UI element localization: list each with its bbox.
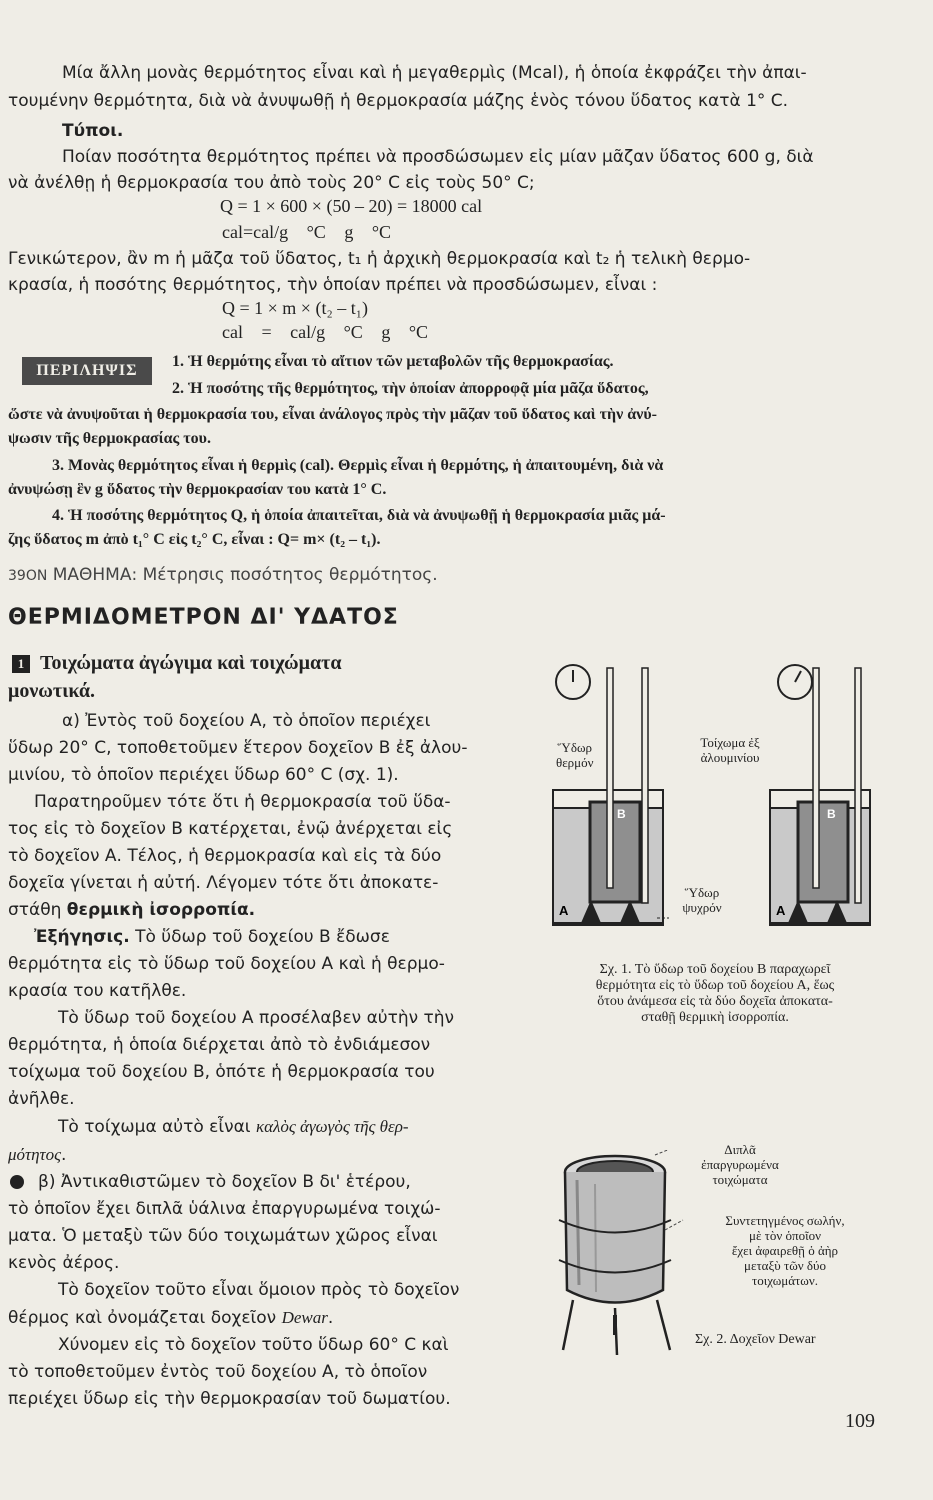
label-tube-l4: μεταξὺ τῶν δύο (744, 1258, 826, 1273)
a-line: δοχεῖα γίνεται ἡ αὐτή. Λέγομεν τότε ὅτι ἀποκατε- (8, 873, 439, 893)
dewar-prefix: θέρμος καὶ ὀνομάζεται δοχεῖον (8, 1308, 282, 1328)
container-a-letter: A (559, 903, 569, 918)
equilibrium-prefix: στάθη (8, 900, 67, 920)
container-a-letter-right: A (776, 903, 786, 918)
section-marker: 1 (12, 655, 30, 673)
summary-item-2-line-2: ὥστε νὰ ἀνυψοῦται ἡ θερμοκρασία του, εἶναι ἀνάλογος πρὸς τὴν μᾶζαν τοῦ ὕδατος καὶ τὴν ἀνύ- (8, 406, 657, 423)
types-question-line-2: νὰ ἀνέλθῃ ἡ θερμοκρασία του ἀπὸ τοὺς 20° C εἰς τοὺς 50° C; (8, 173, 535, 193)
b-line: Τὸ δοχεῖον τοῦτο εἶναι ὅμοιον πρὸς τὸ δοχεῖον (58, 1280, 460, 1300)
a-line: α) Ἐντὸς τοῦ δοχείου Α, τὸ ὁποῖον περιέχει (62, 711, 431, 731)
thermometer-b (607, 668, 613, 888)
expl-line: τοίχωμα τοῦ δοχείου Β, ὁπότε ἡ θερμοκρασία του (8, 1062, 435, 1082)
section-heading-line-2: μονωτικά. (8, 680, 96, 702)
equilibrium-line (8, 897, 508, 924)
wall-italic: καλὸς ἀγωγὸς τῆς θερ- (255, 1117, 409, 1136)
a-line: Παρατηροῦμεν τότε ὅτι ἡ θερμοκρασία τοῦ ὕδα- (34, 792, 451, 812)
general-line-2: κρασία, ἡ ποσότης θερμότητος, τὴν ὁποίαν πρέπει νὰ προσδώσωμεν, εἶναι : (8, 275, 658, 295)
formula-example-units: cal=cal/g °C g °C (222, 222, 392, 242)
expl-line: θερμότητα, ἡ ὁποία διέρχεται ἀπὸ τὸ ἐνδιάμεσον (8, 1035, 431, 1055)
summary-item-3-line-2: ἀνυψώσῃ ἓν g ὕδατος τὴν θερμοκρασίαν του κατὰ 1° C. (8, 481, 387, 498)
explanation-heading: Ἐξήγησις. (34, 927, 130, 947)
explanation-line (8, 924, 508, 951)
intro-line-2: τουμένην θερμότητα, διὰ νὰ ἀνυψωθῇ ἡ θερμοκρασία μάζης ἑνὸς τόνου ὕδατος κατὰ 1° C. (8, 91, 789, 111)
wall-italic-2: μότητος (8, 1145, 62, 1164)
wall-line (8, 1113, 508, 1141)
caption-1-l4: σταθῇ θερμικὴ ἰσορροπία. (641, 1010, 789, 1025)
general-line-1: Γενικώτερον, ἂν m ἡ μᾶζα τοῦ ὕδατος, t₁ ἡ ἀρχικὴ θερμοκρασία καὶ t₂ ἡ τελικὴ θερμο- (8, 249, 751, 269)
section-heading (12, 652, 512, 675)
thermometer-a (642, 668, 648, 903)
wall-end: . (61, 1145, 67, 1165)
formula-general: Q = 1 × m × (t₂ – t₁) (222, 298, 368, 318)
caption-1-l2: θερμότητα εἰς τὸ ὕδωρ τοῦ δοχείου Α, ἕως (595, 978, 835, 993)
expl-line: Τὸ ὕδωρ τοῦ δοχείου Α προσέλαβεν αὐτὴν τὴν (58, 1008, 455, 1028)
label-double-walls (670, 1142, 810, 1187)
section-body-a (8, 708, 508, 1413)
expl-line: ἀνῆλθε. (8, 1089, 75, 1109)
pour-line: τὸ τοποθετοῦμεν ἐντὸς τοῦ δοχείου Α, τὸ ὁποῖον (8, 1362, 428, 1382)
formula-general-units: cal = cal/g °C g °C (222, 322, 429, 342)
pour-line: Χύνομεν εἰς τὸ δοχεῖον τοῦτο ὕδωρ 60° C καὶ (58, 1335, 449, 1355)
label-double-l2: ἐπαργυρωμένα (701, 1157, 779, 1172)
lesson-number: 39ΟΝ (8, 568, 48, 584)
a-line: ὕδωρ 20° C, τοποθετοῦμεν ἕτερον δοχεῖον Β ἐξ ἀλου- (8, 738, 468, 758)
label-tube-l3: ἔχει ἀφαιρεθῇ ὁ ἀὴρ (731, 1243, 839, 1258)
dewar-italic: Dewar (281, 1308, 328, 1327)
summary-item-2-line-3: ψωσιν τῆς θερμοκρασίας του. (8, 430, 211, 447)
expl-line: κρασία του κατῆλθε. (8, 981, 187, 1001)
label-hot-l1: Ὕδωρ (557, 740, 592, 755)
label-double-l3: τοιχώματα (712, 1172, 768, 1187)
explanation-rest: Τὸ ὕδωρ τοῦ δοχείου Β ἔδωσε (129, 927, 390, 947)
dewar-end: . (327, 1308, 334, 1328)
container-b (590, 802, 640, 902)
expl-line: θερμότητα εἰς τὸ ὕδωρ τοῦ δοχείου Α καὶ ἡ θερμο- (8, 954, 445, 974)
wall-line-2 (8, 1141, 508, 1169)
b-line: τὸ ὁποῖον ἔχει διπλᾶ ὑάλινα ἐπαργυρωμένα τοιχώ- (8, 1199, 441, 1219)
label-cold-water (672, 885, 732, 915)
a-line: τος εἰς τὸ δοχεῖον Β κατέρχεται, ἐνῷ ἀνέρχεται εἰς (8, 819, 453, 839)
lesson-title: ΘΕΡΜΙΔΟΜΕΤΡΟΝ ΔΙ' ΥΔΑΤΟΣ (8, 605, 399, 630)
b-first-line (8, 1169, 508, 1196)
a-line: τὸ δοχεῖον Α. Τέλος, ἡ θερμοκρασία καὶ εἰς τὰ δύο (8, 846, 442, 866)
pour-line: περιέχει ὕδωρ εἰς τὴν θερμοκρασίαν τοῦ δωματίου. (8, 1389, 451, 1409)
b-line: ματα. Ὁ μεταξὺ τῶν δύο τοιχωμάτων χῶρος εἶναι (8, 1226, 438, 1246)
label-tube-l5: τοιχωμάτων. (752, 1273, 818, 1288)
container-b-letter: B (617, 807, 626, 821)
label-cold-l2: ψυχρόν (682, 900, 722, 915)
dewar-line (8, 1304, 508, 1332)
label-tube-l2: μὲ τὸν ὁποῖον (749, 1228, 821, 1243)
label-wall-l2: ἀλουμινίου (700, 750, 760, 765)
label-aluminium-wall (675, 735, 785, 765)
summary-item-4-line-1: 4. Ἡ ποσότης θερμότητος Q, ἡ ὁποία ἀπαιτεῖται, διὰ νὰ ἀνυψωθῇ ἡ θερμοκρασία μιᾶς μά- (52, 507, 666, 524)
a-line: μινίου, τὸ ὁποῖον περιέχει ὕδωρ 60° C (σχ. 1). (8, 765, 399, 785)
label-hot-water (553, 740, 597, 770)
summary-item-3-line-1: 3. Μονὰς θερμότητος εἶναι ἡ θερμὶς (cal). Θερμὶς εἶναι ἡ θερμότης, ἡ ἀπαιτουμένη, διὰ νὰ (52, 457, 664, 474)
figure-1-right (770, 665, 870, 925)
summary-item-1: 1. Ἡ θερμότης εἶναι τὸ αἴτιον τῶν μεταβολῶν τῆς θερμοκρασίας. (172, 353, 614, 370)
types-heading: Τύποι. (62, 121, 124, 141)
types-question-line-1: Ποίαν ποσότητα θερμότητος πρέπει νὰ προσδώσωμεν εἰς μίαν μᾶζαν ὕδατος 600 g, διὰ (62, 147, 814, 167)
b-line: κενὸς ἀέρος. (8, 1253, 120, 1273)
bullet-dot-icon (10, 1175, 24, 1189)
caption-1-l3: ὅτου ἀνάμεσα εἰς τὰ δύο δοχεῖα ἀποκατα- (597, 994, 833, 1009)
summary-item-4-line-2: ζης ὕδατος m ἀπὸ t₁° C εἰς t₂° C, εἶναι : Q= m× (t₂ – t₁). (8, 531, 381, 548)
figure-2-caption: Σχ. 2. Δοχεῖον Dewar (695, 1332, 816, 1347)
summary-label: ΠΕΡΙΛΗΨΙΣ (22, 357, 152, 385)
label-sealed-tube (690, 1213, 880, 1288)
container-b-letter-right: B (827, 807, 836, 821)
b-first-text: β) Ἀντικαθιστῶμεν τὸ δοχεῖον Β δι' ἑτέρου, (38, 1172, 411, 1192)
section-heading-line-1: Τοιχώματα ἀγώγιμα καὶ τοιχώματα (40, 652, 342, 674)
page-number: 109 (845, 1410, 875, 1432)
equilibrium-term: θερμικὴ ἰσορροπία. (66, 900, 256, 920)
summary-item-2-line-1: 2. Ἡ ποσότης τῆς θερμότητος, τὴν ὁποίαν ἀπορροφᾷ μία μᾶζα ὕδατος, (172, 380, 649, 397)
label-wall-l1: Τοίχωμα ἐξ (700, 735, 760, 750)
label-double-l1: Διπλᾶ (724, 1142, 756, 1157)
wall-prefix: Τὸ τοίχωμα αὐτὸ εἶναι (58, 1117, 256, 1137)
caption-1-l1: Σχ. 1. Τὸ ὕδωρ τοῦ δοχείου Β παραχωρεῖ (599, 962, 831, 977)
lesson-label: ΜΑΘΗΜΑ: Μέτρησις ποσότητος θερμότητος. (52, 565, 438, 585)
figure-1-left (553, 665, 663, 925)
intro-line-1: Μία ἄλλη μονὰς θερμότητος εἶναι καὶ ἡ μεγαθερμὶς (Mcal), ἡ ὁποία ἐκφράζει τὴν ἀπαι- (62, 63, 807, 83)
figure-2-dewar-diagram (555, 1150, 685, 1360)
formula-example: Q = 1 × 600 × (50 – 20) = 18000 cal (220, 196, 483, 216)
label-tube-l1: Συντετηγμένος σωλήν, (725, 1213, 845, 1228)
lesson-header (8, 565, 438, 585)
label-hot-l2: θερμόν (556, 755, 594, 770)
label-cold-l1: Ὕδωρ (684, 885, 720, 900)
figure-1-caption (550, 962, 880, 1026)
